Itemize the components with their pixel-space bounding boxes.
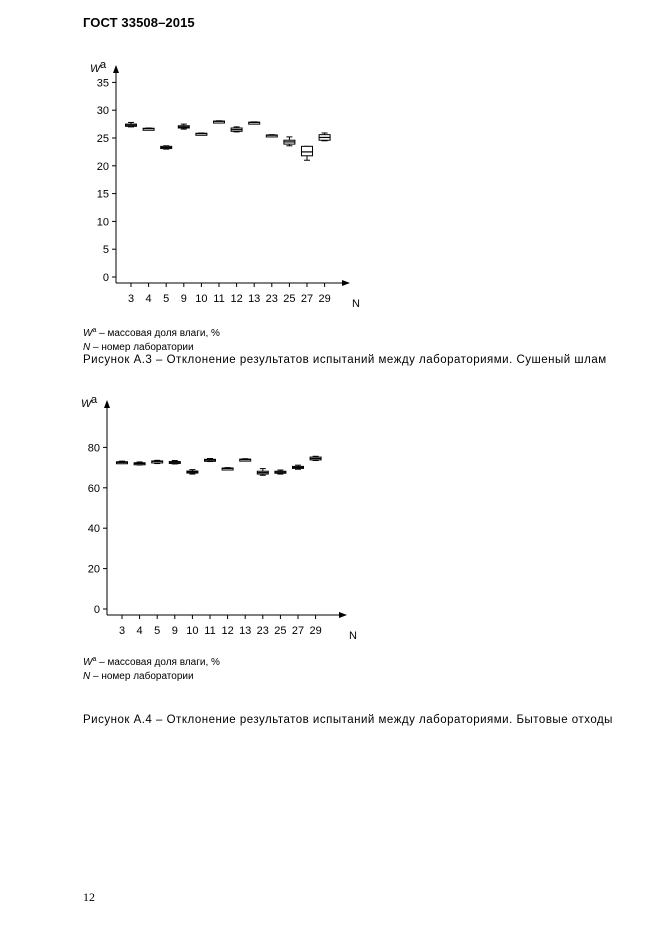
chart-a4-x-axis-label: N <box>349 630 357 642</box>
chart-a3-y-tick-label: 30 <box>96 105 109 118</box>
chart-a3-box-lab-23 <box>266 135 277 137</box>
legend-a3-w-symbol: W <box>83 328 93 339</box>
chart-a3-x-tick-label: 25 <box>283 293 296 305</box>
chart-a3-x-tick-label: 13 <box>248 293 261 305</box>
chart-a4-x-tick-label: 13 <box>239 625 252 637</box>
chart-a3-y-axis-label-super: a <box>100 59 107 71</box>
legend-a3-n-symbol: N <box>83 342 91 353</box>
chart-a3-x-tick-label: 12 <box>230 293 243 305</box>
chart-a4-box-lab-13 <box>240 459 251 461</box>
chart-a4-box-lab-27 <box>293 465 304 469</box>
chart-a4-y-tick-label: 40 <box>87 523 100 536</box>
caption-a4: Рисунок А.4 – Отклонение результатов испытаний между лабораториями. Бытовые отходы <box>83 714 613 726</box>
chart-a4-svg <box>0 392 380 652</box>
chart-a4-x-tick-label: 10 <box>186 625 199 637</box>
chart-a4-box-lab-25 <box>275 470 286 474</box>
legend-a4-n-line <box>83 670 220 684</box>
chart-a3-box-lab-11 <box>214 121 225 123</box>
chart-a3-x-tick-label: 23 <box>265 293 278 305</box>
chart-a3-box-lab-9 <box>178 124 189 129</box>
chart-a4-y-tick-label: 0 <box>93 604 100 616</box>
chart-a3-box-lab-13 <box>249 122 260 124</box>
legend-a3 <box>83 324 220 355</box>
chart-a3 <box>0 55 380 315</box>
chart-a3-box-iqr <box>302 146 313 155</box>
chart-a4-box-lab-4 <box>134 462 145 465</box>
chart-a3-y-tick-label: 5 <box>102 244 109 257</box>
chart-a3-x-axis-arrow <box>342 280 350 286</box>
chart-a3-x-tick-label: 4 <box>145 293 152 305</box>
chart-a4-x-tick-label: 4 <box>136 625 143 637</box>
chart-a4-box-lab-9 <box>169 461 180 464</box>
chart-a4-x-tick-label: 3 <box>118 625 126 637</box>
legend-a3-w-text: – массовая доля влаги, % <box>96 328 220 339</box>
chart-a3-x-axis-label: N <box>352 298 360 310</box>
chart-a4-x-tick-label: 23 <box>256 625 269 637</box>
page-number: 12 <box>83 890 95 904</box>
chart-a3-y-axis-label: W <box>90 63 101 75</box>
chart-a4-y-axis-arrow <box>104 400 110 408</box>
legend-a4-w-line <box>83 653 220 670</box>
chart-a3-x-tick-label: 29 <box>318 293 331 305</box>
chart-a3-box-lab-12 <box>231 127 242 132</box>
chart-a3-x-tick-label: 5 <box>163 293 170 305</box>
chart-a4-y-axis-label-super: a <box>91 394 98 406</box>
chart-a3-y-tick-label: 20 <box>96 160 109 173</box>
chart-a4-x-tick-label: 11 <box>204 625 216 637</box>
legend-a4-n-symbol: N <box>83 671 91 682</box>
chart-a4-x-axis-arrow <box>339 612 347 618</box>
chart-a3-box-lab-29 <box>319 133 330 141</box>
chart-a4-y-tick-label: 20 <box>87 563 100 576</box>
caption-a3: Рисунок А.3 – Отклонение результатов испытаний между лабораториями. Сушеный шлам <box>83 354 607 366</box>
chart-a4-box-lab-10 <box>187 470 198 474</box>
chart-a4-x-tick-label: 9 <box>171 625 178 637</box>
chart-a3-x-tick-label: 9 <box>180 293 187 305</box>
legend-a4-w-text: – массовая доля влаги, % <box>96 657 220 668</box>
legend-a4 <box>83 653 220 684</box>
legend-a4-n-text: – номер лаборатории <box>90 671 194 682</box>
chart-a4-box-lab-5 <box>152 460 163 463</box>
chart-a3-x-tick-label: 27 <box>300 293 314 305</box>
chart-a4-x-tick-label: 12 <box>221 625 234 637</box>
chart-a4-x-tick-label: 27 <box>291 625 305 637</box>
legend-a3-w-super: a <box>92 327 97 334</box>
chart-a4-x-tick-label: 25 <box>274 625 287 637</box>
chart-a3-y-tick-label: 10 <box>96 216 109 229</box>
chart-a4 <box>0 392 380 652</box>
legend-a4-w-symbol: W <box>83 657 93 668</box>
chart-a4-box-lab-3 <box>117 461 128 464</box>
chart-a3-box-lab-25 <box>284 137 295 146</box>
legend-a4-w-super: a <box>92 656 97 663</box>
document-header: ГОСТ 33508–2015 <box>83 15 195 30</box>
chart-a4-x-tick-label: 5 <box>154 625 161 637</box>
chart-a3-box-lab-27 <box>302 146 313 160</box>
chart-a4-box-lab-12 <box>222 468 233 470</box>
chart-a3-y-tick-label: 25 <box>96 133 109 145</box>
chart-a3-y-tick-label: 0 <box>102 272 109 284</box>
chart-a4-box-lab-11 <box>205 459 216 462</box>
chart-a3-x-tick-label: 11 <box>213 293 225 305</box>
chart-a3-x-tick-label: 10 <box>195 293 208 305</box>
chart-a4-y-tick-label: 60 <box>87 482 100 495</box>
chart-a4-y-axis-label: W <box>81 398 92 410</box>
chart-a3-svg <box>0 55 380 315</box>
chart-a3-box-lab-5 <box>161 146 172 149</box>
chart-a3-y-tick-label: 35 <box>96 77 109 90</box>
chart-a4-x-tick-label: 29 <box>309 625 322 637</box>
chart-a3-y-tick-label: 15 <box>96 188 109 201</box>
chart-a3-box-lab-10 <box>196 133 207 135</box>
chart-a3-x-tick-label: 3 <box>127 293 135 305</box>
chart-a3-box-lab-4 <box>143 128 154 130</box>
chart-a3-box-lab-3 <box>126 122 137 126</box>
legend-a3-n-text: – номер лаборатории <box>90 342 194 353</box>
chart-a4-y-tick-label: 80 <box>87 442 100 455</box>
chart-a4-box-lab-29 <box>310 456 321 460</box>
legend-a3-w-line <box>83 324 220 341</box>
chart-a3-y-axis-arrow <box>113 65 119 73</box>
chart-a4-box-lab-23 <box>257 469 268 476</box>
